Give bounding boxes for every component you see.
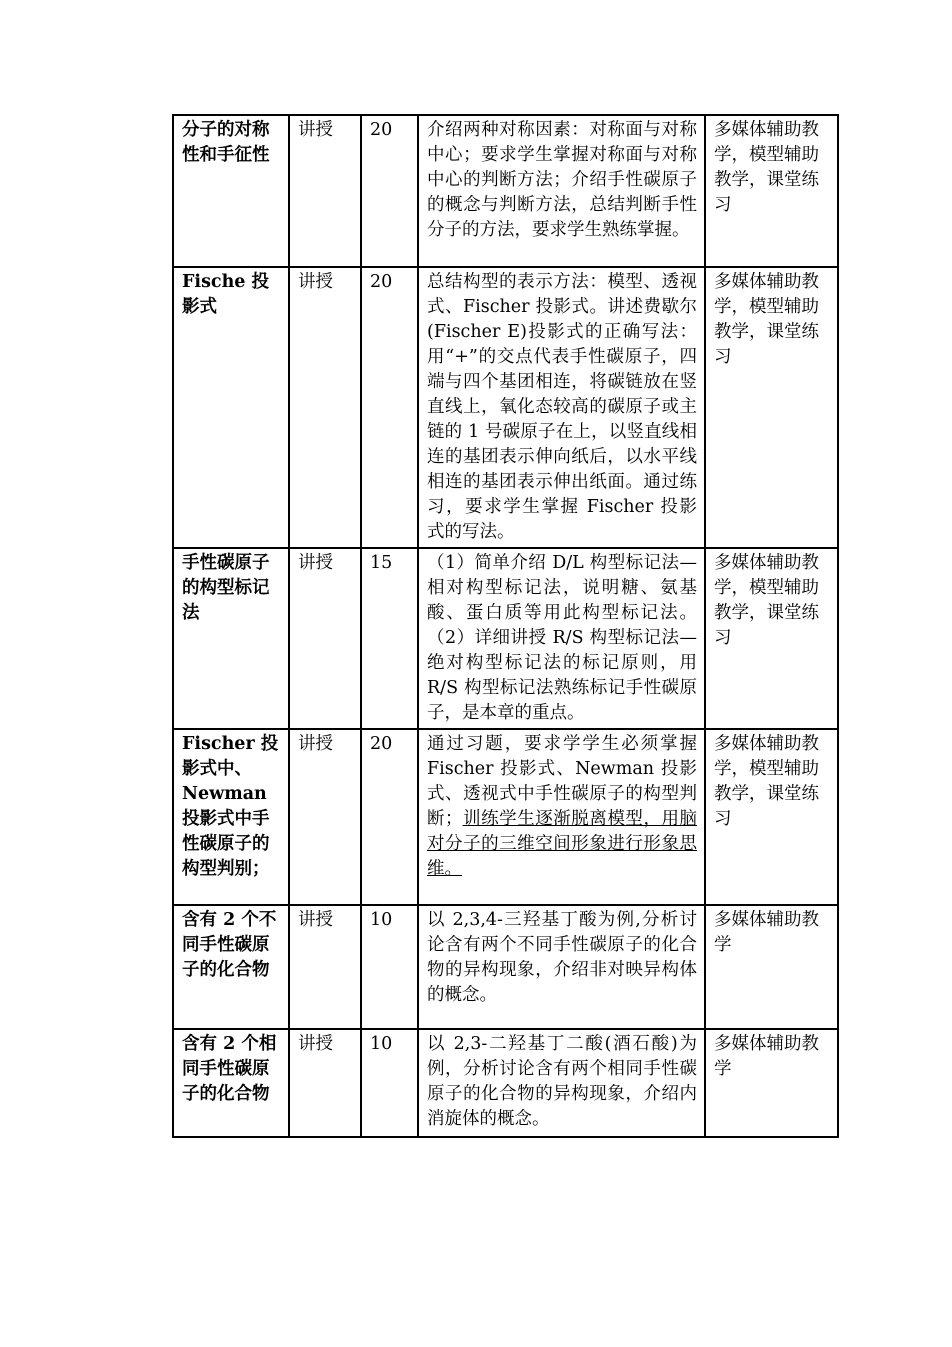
table-row <box>173 548 838 729</box>
table-row <box>173 729 838 905</box>
content-text: 以 2,3,4-三羟基丁酸为例,分析讨论含有两个不同手性碳原子的化合物的异构现象，介绍非对映异构体的概念。 <box>427 910 697 1005</box>
teaching-means-cell: 多媒体辅助教学，模型辅助教学，课堂练习 <box>705 729 838 905</box>
content-text: 通过习题，要求学学生必须掌握 Fischer 投影式、Newman 投影式、透视式中手性碳原子的构型判断； <box>427 734 697 829</box>
teaching-method-cell: 讲授 <box>289 1029 361 1137</box>
topic-cell: 手性碳原子的构型标记法 <box>173 548 289 729</box>
content-cell <box>418 729 705 905</box>
table-row <box>173 1029 838 1137</box>
minutes-cell: 20 <box>361 267 418 548</box>
content-text: 介绍两种对称因素：对称面与对称中心；要求学生掌握对称面与对称中心的判断方法；介绍手性碳原子的概念与判断方法，总结判断手性分子的方法，要求学生熟练掌握。 <box>427 120 697 240</box>
content-cell <box>418 548 705 729</box>
content-text: （1）简单介绍 D/L 构型标记法—相对构型标记法，说明糖、氨基酸、蛋白质等用此构型标记法。（2）详细讲授 R/S 构型标记法—绝对构型标记法的标记原则，用 R/S 构型标记法熟练标记手性碳原子，是本章的重点。 <box>427 553 697 723</box>
content-text: 总结构型的表示方法：模型、透视式、Fischer 投影式。讲述费歇尔(Fischer E)投影式的正确写法：用“+”的交点代表手性碳原子，四端与四个基团相连，将碳链放在竖直线上，氧化态较高的碳原子或主链的 1 号碳原子在上，以竖直线相连的基团表示伸向纸后，以水平线相连的基团表示伸出纸面。通过练习，要求学生掌握 Fischer 投影式的写法。 <box>427 272 697 542</box>
minutes-cell: 10 <box>361 1029 418 1137</box>
table-row <box>173 267 838 548</box>
teaching-means-cell: 多媒体辅助教学，模型辅助教学，课堂练习 <box>705 548 838 729</box>
content-underlined-text: 训练学生逐渐脱离模型，用脑对分子的三维空间形象进行形象思维。 <box>427 809 698 879</box>
topic-cell: 含有 2 个不同手性碳原子的化合物 <box>173 905 289 1029</box>
topic-cell: Fische 投影式 <box>173 267 289 548</box>
topic-cell: Fischer 投影式中、Newman 投影式中手性碳原子的构型判别； <box>173 729 289 905</box>
teaching-means-cell: 多媒体辅助教学 <box>705 1029 838 1137</box>
minutes-cell: 20 <box>361 115 418 267</box>
minutes-cell: 10 <box>361 905 418 1029</box>
teaching-method-cell: 讲授 <box>289 729 361 905</box>
table-row <box>173 115 838 267</box>
teaching-method-cell: 讲授 <box>289 905 361 1029</box>
topic-cell: 含有 2 个相同手性碳原子的化合物 <box>173 1029 289 1137</box>
minutes-cell: 20 <box>361 729 418 905</box>
teaching-method-cell: 讲授 <box>289 548 361 729</box>
content-cell <box>418 1029 705 1137</box>
content-text: 以 2,3-二羟基丁二酸(酒石酸)为例，分析讨论含有两个相同手性碳原子的化合物的异构现象，介绍内消旋体的概念。 <box>427 1034 697 1129</box>
teaching-method-cell: 讲授 <box>289 267 361 548</box>
table-row <box>173 905 838 1029</box>
content-cell <box>418 905 705 1029</box>
minutes-cell: 15 <box>361 548 418 729</box>
topic-cell: 分子的对称性和手征性 <box>173 115 289 267</box>
teaching-method-cell: 讲授 <box>289 115 361 267</box>
lesson-plan-table <box>172 114 839 1138</box>
content-cell <box>418 267 705 548</box>
teaching-means-cell: 多媒体辅助教学，模型辅助教学，课堂练习 <box>705 115 838 267</box>
content-cell <box>418 115 705 267</box>
teaching-means-cell: 多媒体辅助教学 <box>705 905 838 1029</box>
teaching-means-cell: 多媒体辅助教学，模型辅助教学，课堂练习 <box>705 267 838 548</box>
